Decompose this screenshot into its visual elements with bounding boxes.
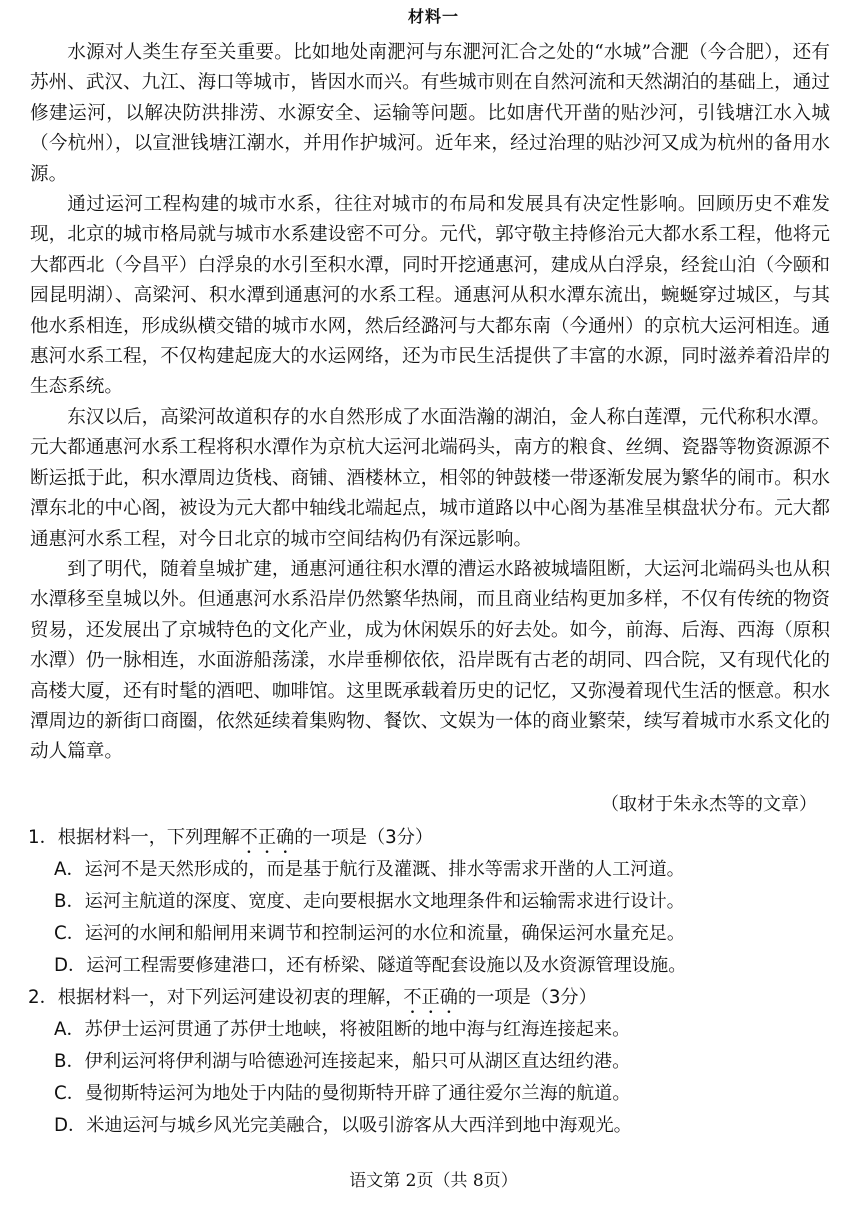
emphasis-text: 不正确: [403, 987, 458, 1008]
question-stem: [28, 822, 838, 854]
question-stem: [28, 982, 838, 1014]
option-a: A．运河不是天然形成的，而是基于航行及灌溉、排水等需求开凿的人工河道。: [54, 859, 685, 880]
emphasis-text: 不正确: [239, 827, 295, 848]
option-b: B．伊利运河将伊利湖与哈德逊河连接起来，船只可从湖区直达纽约港。: [54, 1051, 631, 1072]
page-footer: 语文第 2页（共 8页）: [349, 1171, 518, 1191]
stem-text: 1．根据材料一，下列理解: [28, 827, 240, 848]
article-paragraph: 到了明代，随着皇城扩建，通惠河通往积水潭的漕运水路被城墙阻断，大运河北端码头也从积水潭移至皇城以外。但通惠河水系沿岸仍然繁华热闹，而且商业结构更加多样，不仅有传统的物资贸易，还发展出了京城特色的文化产业，成为休闲娱乐的好去处。如今，前海、后海、西海（原积水潭）仍一脉相连，水面游船荡漾，水岸垂柳依依，沿岸既有古老的胡同、四合院，又有现代化的高楼大厦，还有时髦的酒吧、咖啡馆。这里既承载着历史的记忆，又弥漫着现代生活的惬意。积水潭周边的新街口商圈，依然延续着集购物、餐饮、文娱为一体的商业繁荣，续写着城市水系文化的动人篇章。: [30, 558, 830, 763]
option-c: C．曼彻斯特运河为地处于内陆的曼彻斯特开辟了通往爱尔兰海的航道。: [54, 1083, 631, 1104]
article-paragraph: 通过运河工程构建的城市水系，往往对城市的布局和发展具有决定性影响。回顾历史不难发现，北京的城市格局就与城市水系建设密不可分。元代，郭守敬主持修治元大都水系工程，他将元大都西北（今昌平）白浮泉的水引至积水潭，同时开挖通惠河，建成从白浮泉，经瓮山泊（今颐和园昆明湖）、高梁河、积水潭到通惠河的水系工程。通惠河从积水潭东流出，蜿蜒穿过城区，与其他水系相连，形成纵横交错的城市水网，然后经潞河与大都东南（今通州）的京杭大运河相连。通惠河水系工程，不仅构建起庞大的水运网络，还为市民生活提供了丰富的水源，同时滋养着沿岸的生态系统。: [30, 194, 830, 398]
option-c: C．运河的水闸和船闸用来调节和控制运河的水位和流量，确保运河水量充足。: [54, 923, 686, 944]
option-d: D．米迪运河与城乡风光完美融合，以吸引游客从大西洋到地中海观光。: [54, 1115, 632, 1136]
option-a: A．苏伊士运河贯通了苏伊士地峡，将被阻断的地中海与红海连接起来。: [54, 1019, 631, 1040]
source-citation: （取材于朱永杰等的文章）: [601, 794, 817, 815]
option-b: B．运河主航道的深度、宽度、走向要根据水文地理条件和运输需求进行设计。: [54, 891, 685, 912]
stem-text: 2．根据材料一，对下列运河建设初衷的理解，: [28, 987, 404, 1008]
option-d: D．运河工程需要修建港口，还有桥梁、隧道等配套设施以及水资源管理设施。: [54, 955, 687, 976]
article-paragraph: 水源对人类生存至关重要。比如地处南淝河与东淝河汇合之处的“水城”合淝（今合肥），还有苏州、武汉、九江、海口等城市，皆因水而兴。有些城市则在自然河流和天然湖泊的基础上，通过修建运河，以解决防洪排涝、水源安全、运输等问题。比如唐代开凿的贴沙河，引钱塘江水入城（今杭州），以宣泄钱塘江潮水，并用作护城河。近年来，经过治理的贴沙河又成为杭州的备用水源。: [30, 42, 830, 185]
stem-text: 的一项是（3分）: [457, 987, 597, 1008]
section-title: 材料一: [407, 7, 459, 26]
stem-text: 的一项是（3分）: [294, 827, 434, 848]
question-list: [28, 822, 838, 1142]
question-1: [28, 822, 838, 982]
article-body: [30, 38, 830, 768]
question-2: [28, 982, 838, 1142]
article-paragraph: 东汉以后，高梁河故道积存的水自然形成了水面浩瀚的湖泊，金人称白莲潭，元代称积水潭。元大都通惠河水系工程将积水潭作为京杭大运河北端码头，南方的粮食、丝绸、瓷器等物资源源不断运抵于此，积水潭周边货栈、商铺、酒楼林立，相邻的钟鼓楼一带逐渐发展为繁华的闹市。积水潭东北的中心阁，被设为元大都中轴线北端起点，城市道路以中心阁为基准呈棋盘状分布。元大都通惠河水系工程，对今日北京的城市空间结构仍有深远影响。: [30, 406, 830, 550]
